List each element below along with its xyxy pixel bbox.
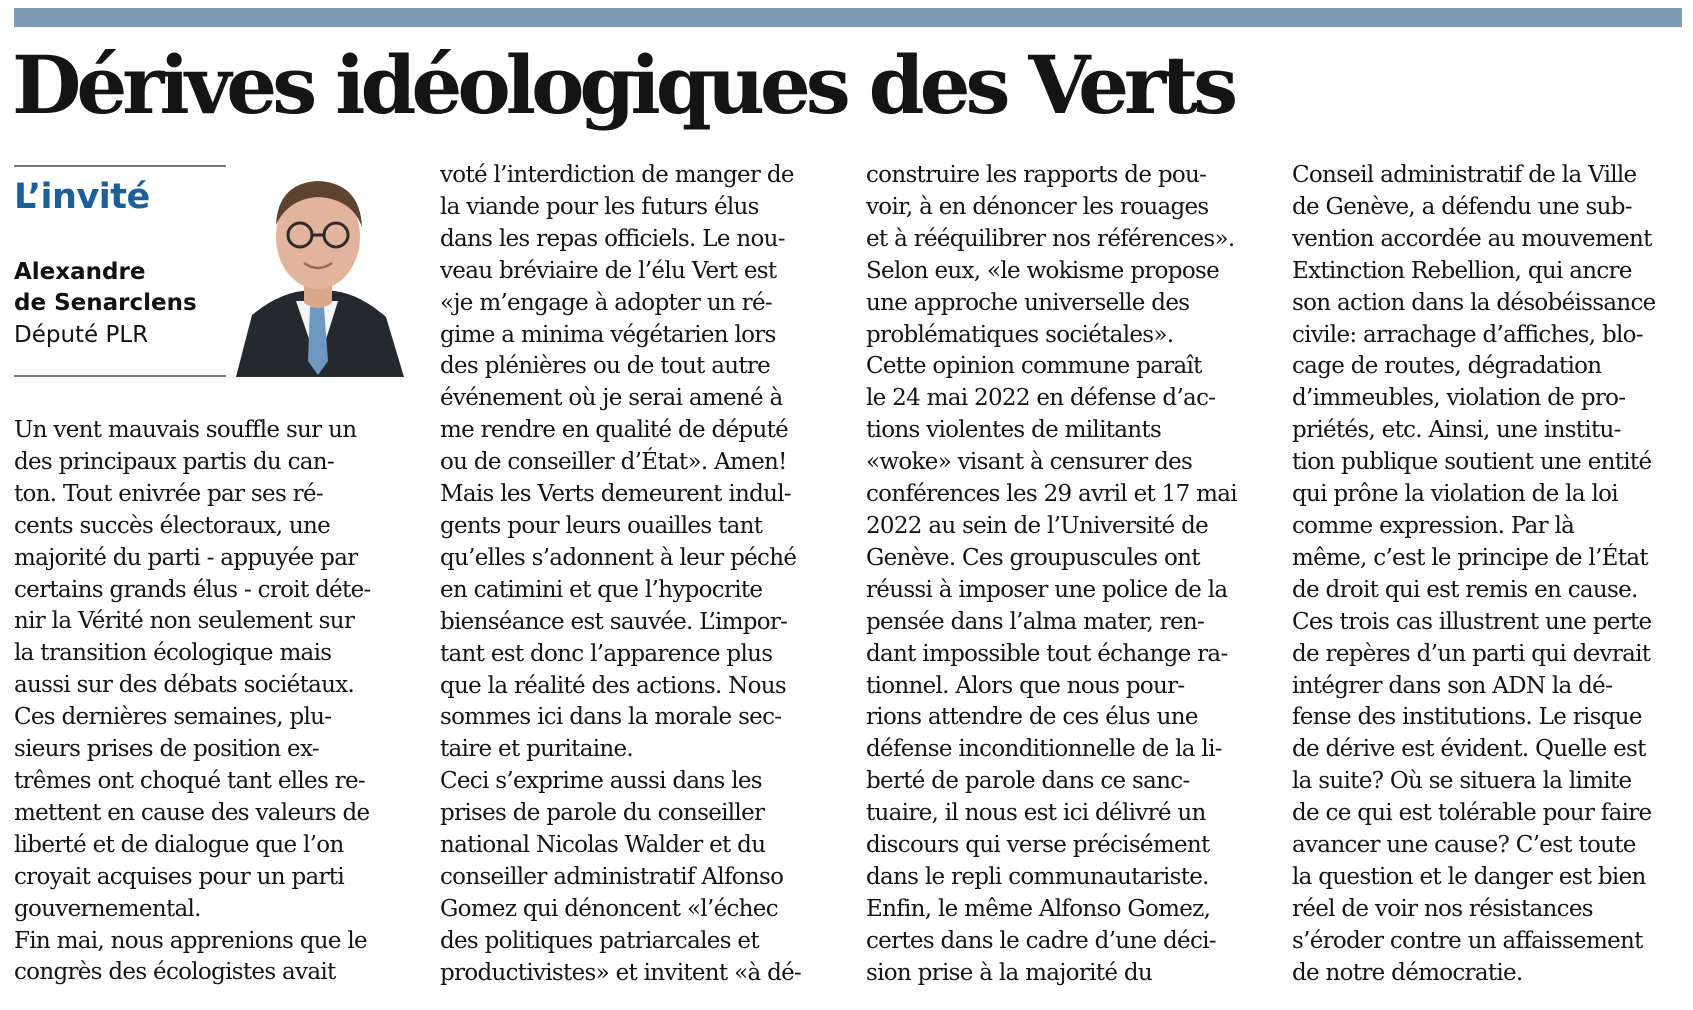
text-line: de Genève, a défendu une sub- <box>1292 193 1632 220</box>
text-line: rions attendre de ces élus une <box>866 704 1198 731</box>
text-line: Gomez qui dénoncent «l’échec <box>440 895 778 922</box>
text-line: de ce qui est tolérable pour faire <box>1292 800 1652 827</box>
text-column-3 <box>866 160 1237 990</box>
text-line: civile: arrachage d’affiches, blo- <box>1292 321 1643 348</box>
text-line: que la réalité des actions. Nous <box>440 672 786 699</box>
text-line: gime a minima végétarien lors <box>440 321 776 348</box>
article-headline: Dérives idéologiques des Verts <box>12 38 1234 132</box>
text-line: aussi sur des débats sociétaux. <box>14 672 355 699</box>
text-line: Conseil administratif de la Ville <box>1292 162 1637 188</box>
author-role: Député PLR <box>14 322 149 348</box>
text-line: Extinction Rebellion, qui ancre <box>1292 257 1632 284</box>
text-line: intégrer dans son ADN la dé- <box>1292 672 1613 699</box>
text-line: la question et le danger est bien <box>1292 863 1646 890</box>
text-line: Cette opinion commune paraît <box>866 353 1202 380</box>
text-line: gouvernemental. <box>14 895 201 922</box>
text-line: la suite? Où se situera la limite <box>1292 768 1632 795</box>
text-line: 2022 au sein de l’Université de <box>866 512 1208 539</box>
text-line: voté l’interdiction de manger de <box>440 162 794 188</box>
text-line: pensée dans l’alma mater, ren- <box>866 608 1205 635</box>
author-first-name: Alexandre <box>14 259 146 285</box>
guest-author-box <box>14 165 404 377</box>
text-line: réel de voir nos résistances <box>1292 895 1593 922</box>
text-line: veau bréviaire de l’élu Vert est <box>440 257 777 284</box>
text-line: tionnel. Alors que nous pour- <box>866 672 1185 699</box>
text-line: dans le repli communautariste. <box>866 863 1209 890</box>
text-line: tions violentes de militants <box>866 417 1162 444</box>
text-line: national Nicolas Walder et du <box>440 832 766 859</box>
text-line: certains grands élus - croit déte- <box>14 576 371 603</box>
author-portrait <box>226 165 404 377</box>
text-line: le 24 mai 2022 en défense d’ac- <box>866 385 1216 412</box>
text-line: conseiller administratif Alfonso <box>440 863 784 890</box>
text-line: des politiques patriarcales et <box>440 927 759 954</box>
text-line: la transition écologique mais <box>14 640 332 667</box>
text-line: trêmes ont choqué tant elles re- <box>14 767 365 794</box>
text-line: défense inconditionnelle de la li- <box>866 736 1222 763</box>
text-line: conférences les 29 avril et 17 mai <box>866 481 1237 508</box>
guest-label: L’invité <box>14 177 150 217</box>
text-column-1 <box>14 415 371 989</box>
text-line: ou de conseiller d’État». Amen! <box>440 449 787 476</box>
text-line: «je m’engage à adopter un ré- <box>440 289 772 316</box>
text-line: nir la Vérité non seulement sur <box>14 608 355 635</box>
text-line: croyait acquises pour un parti <box>14 863 345 890</box>
text-line: Un vent mauvais souffle sur un <box>14 417 357 443</box>
text-line: Ces trois cas illustrent une perte <box>1292 608 1652 635</box>
text-line: événement où je serai amené à <box>440 385 783 412</box>
text-column-2 <box>440 160 801 990</box>
text-column-4 <box>1292 160 1656 990</box>
text-line: cage de routes, dégradation <box>1292 353 1602 380</box>
text-line: même, c’est le principe de l’État <box>1292 544 1648 571</box>
text-line: de dérive est évident. Quelle est <box>1292 736 1646 763</box>
text-line: gents pour leurs ouailles tant <box>440 512 763 539</box>
text-line: discours qui verse précisément <box>866 832 1210 859</box>
text-line: des principaux partis du can- <box>14 448 334 475</box>
text-line: majorité du parti - appuyée par <box>14 544 358 571</box>
text-line: Genève. Ces groupuscules ont <box>866 544 1200 571</box>
text-line: de droit qui est remis en cause. <box>1292 576 1638 603</box>
text-line: et à rééquilibrer nos références». <box>866 225 1235 252</box>
text-line: en catimini et que l’hypocrite <box>440 576 763 603</box>
text-line: dans les repas officiels. Le nou- <box>440 225 785 252</box>
text-line: qu’elles s’adonnent à leur péché <box>440 544 797 571</box>
text-line: certes dans le cadre d’une déci- <box>866 927 1216 954</box>
text-line: mettent en cause des valeurs de <box>14 799 370 826</box>
text-line: liberté et de dialogue que l’on <box>14 831 344 858</box>
text-line: bienséance est sauvée. L’impor- <box>440 608 788 635</box>
text-line: comme expression. Par là <box>1292 512 1575 539</box>
text-line: s’éroder contre un affaissement <box>1292 927 1643 954</box>
text-line: productivistes» et invitent «à dé- <box>440 959 802 986</box>
text-line: voir, à en dénoncer les rouages <box>866 193 1209 220</box>
text-line: fense des institutions. Le risque <box>1292 704 1642 731</box>
text-line: dant impossible tout échange ra- <box>866 640 1228 667</box>
text-line: congrès des écologistes avait <box>14 959 336 986</box>
text-line: me rendre en qualité de député <box>440 417 789 444</box>
text-line: sommes ici dans la morale sec- <box>440 704 782 731</box>
text-line: Fin mai, nous apprenions que le <box>14 927 367 954</box>
author-last-name: de Senarclens <box>14 290 197 316</box>
text-line: d’immeubles, violation de pro- <box>1292 385 1626 412</box>
text-line: construire les rapports de pou- <box>866 162 1207 188</box>
text-line: son action dans la désobéissance <box>1292 289 1656 316</box>
text-line: Mais les Verts demeurent indul- <box>440 481 791 508</box>
text-line: tion publique soutient une entité <box>1292 449 1652 476</box>
text-line: sion prise à la majorité du <box>866 959 1152 986</box>
text-line: une approche universelle des <box>866 289 1190 316</box>
text-line: Selon eux, «le wokisme propose <box>866 257 1219 284</box>
text-line: «woke» visant à censurer des <box>866 449 1193 476</box>
text-line: cents succès électoraux, une <box>14 512 331 539</box>
text-line: problématiques sociétales». <box>866 321 1174 348</box>
text-line: ton. Tout enivrée par ses ré- <box>14 480 323 507</box>
text-line: la viande pour les futurs élus <box>440 193 759 220</box>
text-line: sieurs prises de position ex- <box>14 736 319 763</box>
text-line: de notre démocratie. <box>1292 959 1523 986</box>
text-line: Ceci s’exprime aussi dans les <box>440 768 762 795</box>
text-line: priétés, etc. Ainsi, une institu- <box>1292 417 1621 444</box>
text-line: qui prône la violation de la loi <box>1292 481 1618 508</box>
header-color-bar <box>14 8 1682 27</box>
text-line: tant est donc l’apparence plus <box>440 640 773 667</box>
text-line: réussi à imposer une police de la <box>866 576 1228 603</box>
text-line: taire et puritaine. <box>440 736 634 763</box>
text-line: tuaire, il nous est ici délivré un <box>866 800 1206 827</box>
text-line: vention accordée au mouvement <box>1292 225 1652 252</box>
text-line: Enfin, le même Alfonso Gomez, <box>866 895 1211 922</box>
text-line: berté de parole dans ce sanc- <box>866 768 1190 795</box>
text-line: des plénières ou de tout autre <box>440 353 771 380</box>
text-line: de repères d’un parti qui devrait <box>1292 640 1651 667</box>
text-line: Ces dernières semaines, plu- <box>14 704 332 731</box>
text-line: prises de parole du conseiller <box>440 800 765 827</box>
text-line: avancer une cause? C’est toute <box>1292 832 1636 859</box>
